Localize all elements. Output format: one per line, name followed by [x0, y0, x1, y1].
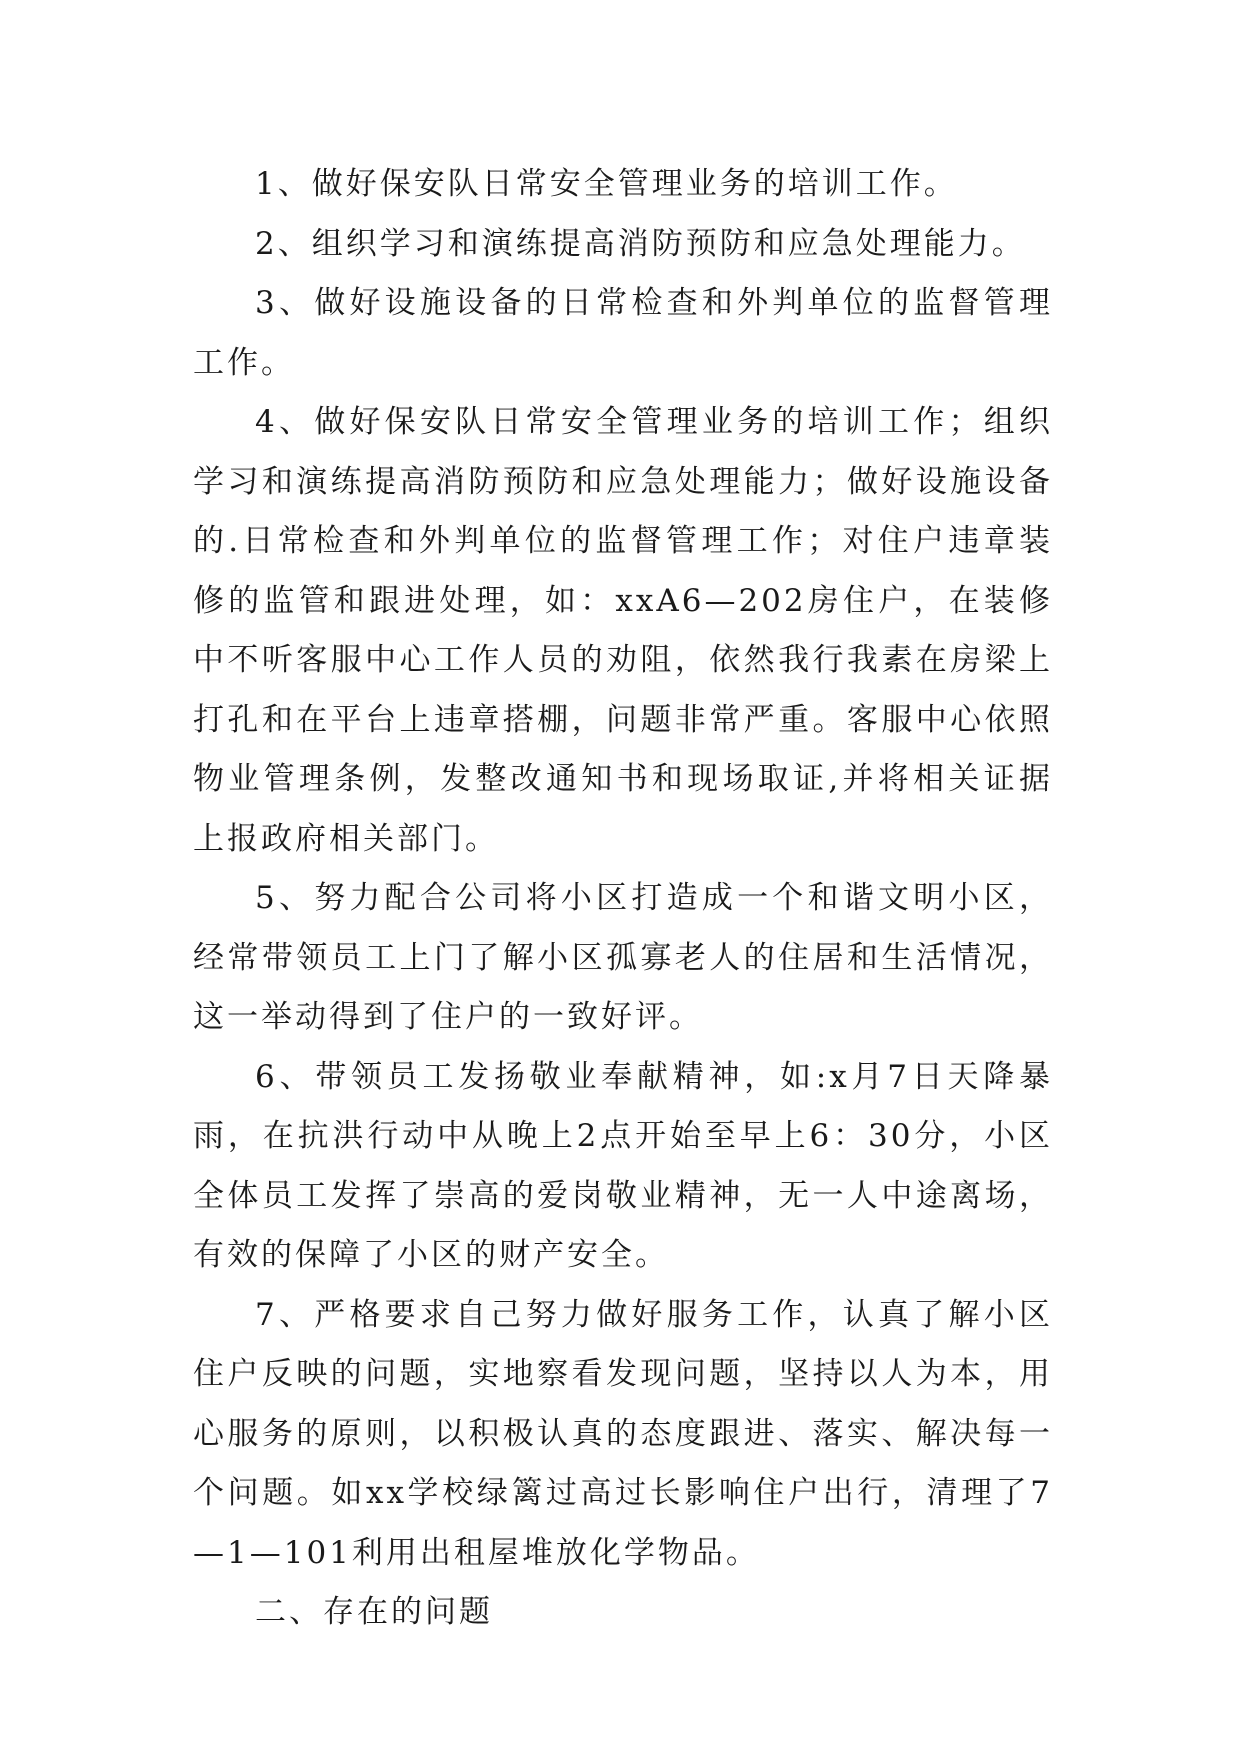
paragraph-item-2: 2、组织学习和演练提高消防预防和应急处理能力。 — [255, 225, 1026, 262]
paragraph-item-3: 3、做好设施设备的日常检查和外判单位的监督管理工作。 — [193, 285, 1053, 381]
section-heading: 二、存在的问题 — [255, 1594, 493, 1630]
paragraph-item-7: 7、严格要求自己努力做好服务工作，认真了解小区住户反映的问题，实地察看发现问题，坚持以人为本，用心服务的原则，以积极认真的态度跟进、落实、解决每一个问题。如xx学校绿篱过高过长影响住户出行，清理了7—1—101利用出租屋堆放化学物品。 — [193, 1296, 1053, 1571]
paragraph-item-6: 6、带领员工发扬敬业奉献精神，如:x月7日天降暴雨，在抗洪行动中从晚上2点开始至早上6：30分，小区全体员工发挥了崇高的爱岗敬业精神，无一人中途离场，有效的保障了小区的财产安全。 — [193, 1058, 1053, 1273]
paragraph-item-5: 5、努力配合公司将小区打造成一个和谐文明小区，经常带领员工上门了解小区孤寡老人的住居和生活情况，这一举动得到了住户的一致好评。 — [193, 880, 1053, 1035]
document-body — [193, 155, 1053, 1643]
paragraph-item-1: 1、做好保安队日常安全管理业务的培训工作。 — [255, 166, 958, 202]
paragraph-item-4: 4、做好保安队日常安全管理业务的培训工作；组织学习和演练提高消防预防和应急处理能力；做好设施设备的.日常检查和外判单位的监督管理工作；对住户违章装修的监管和跟进处理，如：xxA6—202房住户，在装修中不听客服中心工作人员的劝阻，依然我行我素在房梁上打孔和在平台上违章搭棚，问题非常严重。客服中心依照物业管理条例，发整改通知书和现场取证,并将相关证据上报政府相关部门。 — [193, 404, 1053, 857]
